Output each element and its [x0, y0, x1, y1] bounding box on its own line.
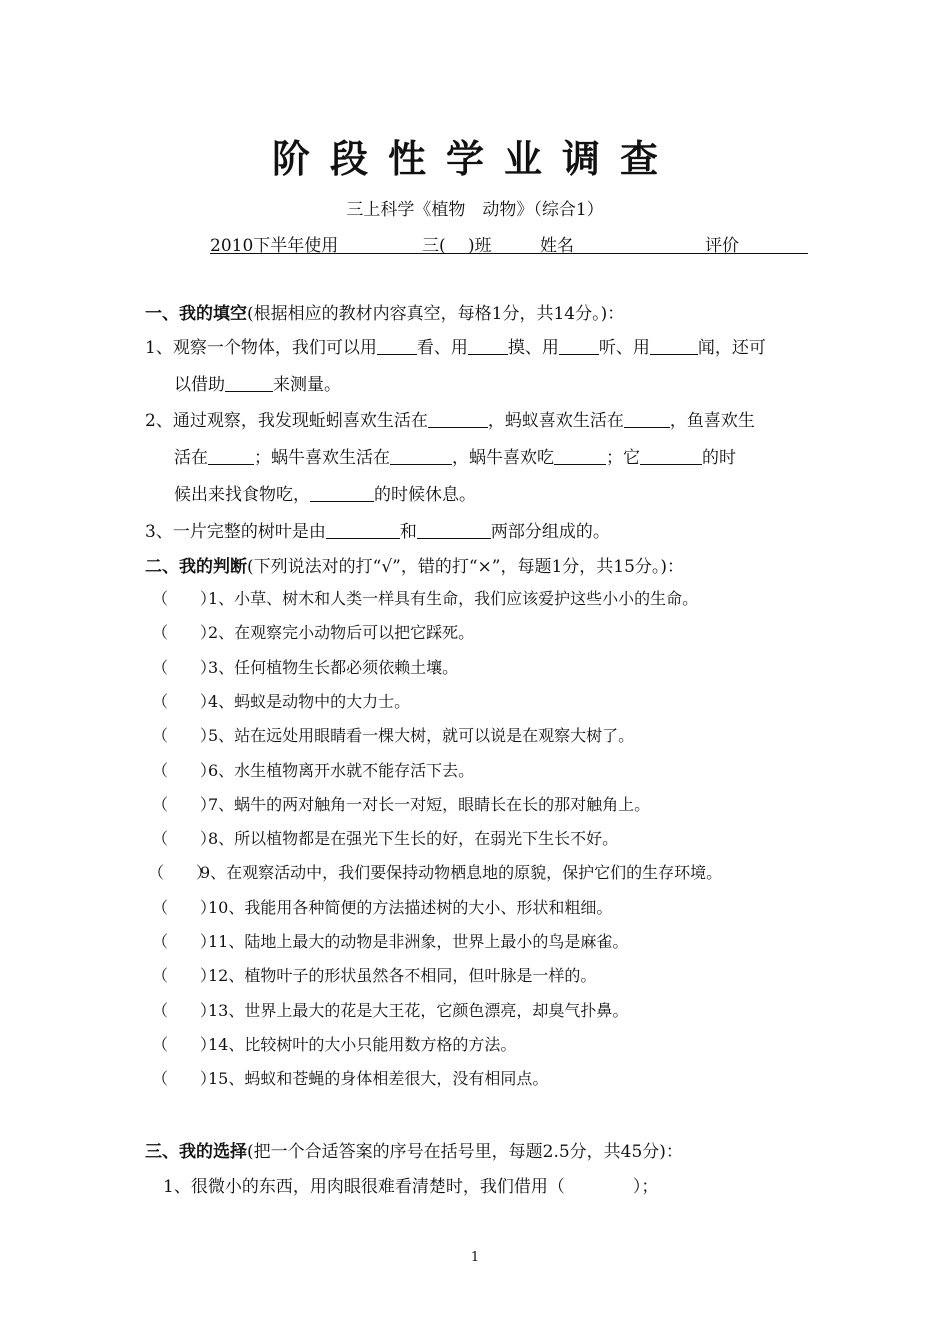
- section3-heading-line: [145, 1137, 683, 1162]
- answer-parentheses[interactable]: （ ）: [152, 589, 217, 608]
- answer-blank[interactable]: [559, 337, 599, 355]
- judgement-item: [148, 860, 722, 883]
- judgement-text: 8、所以植物都是在强光下生长的好，在弱光下生长不好。: [208, 829, 619, 849]
- judgement-item: [152, 826, 618, 849]
- answer-blank[interactable]: [468, 337, 508, 355]
- judgement-text: 11、陆地上最大的动物是非洲象，世界上最小的鸟是麻雀。: [208, 932, 629, 951]
- fill-question-2-line1: 2、通过观察，我发现蚯蚓喜欢生活在 ，蚂蚁喜欢生活在 ，鱼喜欢生: [145, 411, 755, 431]
- judgement-item: [152, 586, 698, 609]
- answer-blank[interactable]: [390, 447, 452, 465]
- judgement-text: 12、植物叶子的形状虽然各不相同，但叶脉是一样的。: [208, 966, 597, 986]
- judgement-item: [152, 723, 634, 746]
- judgement-text: 13、世界上最大的花是大王花，它颜色漂亮，却臭气扑鼻。: [208, 1000, 629, 1020]
- judgement-text: 4、蚂蚁是动物中的大力士。: [208, 691, 411, 711]
- section3-heading: 三、我的选择: [145, 1142, 247, 1162]
- answer-parentheses[interactable]: （ ）: [148, 863, 213, 883]
- answer-blank[interactable]: [377, 337, 417, 355]
- section2-heading: 二、我的判断: [145, 557, 247, 577]
- answer-parentheses[interactable]: （ ）: [152, 1069, 217, 1089]
- judgement-text: 6、水生植物离开水就不能存活下去。: [208, 760, 475, 780]
- judgement-text: 14、比较树叶的大小只能用数方格的方法。: [208, 1034, 517, 1054]
- judgement-item: [152, 998, 628, 1021]
- answer-parentheses[interactable]: （ ）: [152, 932, 217, 951]
- section1-instruction: (根据相应的教材内容真空，每格1分，共14分。)：: [247, 304, 625, 324]
- judgement-item: [152, 929, 628, 952]
- section1-heading-line: [145, 299, 624, 324]
- answer-parentheses[interactable]: （ ）: [152, 691, 217, 711]
- judgement-item: [152, 792, 650, 815]
- section2-heading-line: [145, 552, 684, 577]
- judgement-item: [152, 689, 410, 712]
- student-info-line: [210, 231, 808, 254]
- answer-blank[interactable]: [650, 337, 698, 355]
- year-label: 2010下半年使用: [210, 236, 339, 256]
- answer-blank[interactable]: [428, 410, 488, 428]
- judgement-item: [152, 758, 474, 781]
- judgement-item: [152, 1066, 548, 1089]
- judgement-item: [152, 963, 596, 986]
- judgement-text: 9、在观察活动中，我们要保持动物栖息地的原貌，保护它们的生存环境。: [200, 863, 723, 883]
- answer-blank[interactable]: [326, 521, 400, 539]
- answer-parentheses[interactable]: （ ）: [152, 657, 217, 677]
- fill-question-2-line3: 候出来找食物吃， 的时候休息。: [174, 485, 476, 505]
- page-number: 1: [470, 1250, 480, 1265]
- judgement-text: 15、蚂蚁和苍蝇的身体相差很大，没有相同点。: [208, 1069, 549, 1089]
- answer-blank[interactable]: [225, 374, 273, 392]
- judgement-text: 5、站在远处用眼睛看一棵大树，就可以说是在观察大树了。: [208, 726, 635, 746]
- answer-blank[interactable]: [417, 521, 491, 539]
- answer-parentheses[interactable]: （ ）: [152, 726, 217, 746]
- page-subtitle: 三上科学《植物 动物》（综合1）: [346, 200, 604, 220]
- fill-question-3: 3、一片完整的树叶是由 和 两部分组成的。: [145, 522, 610, 542]
- answer-blank[interactable]: [208, 447, 254, 465]
- answer-parentheses[interactable]: （ ）: [152, 760, 217, 780]
- answer-blank[interactable]: [310, 484, 374, 502]
- section3-instruction: (把一个合适答案的序号在括号里，每题2.5分，共45分)：: [247, 1142, 683, 1162]
- answer-parentheses[interactable]: （ ）: [152, 829, 217, 849]
- answer-blank[interactable]: [554, 447, 606, 465]
- judgement-text: 7、蜗牛的两对触角一对长一对短，眼睛长在长的那对触角上。: [208, 794, 651, 814]
- judgement-item: [152, 1032, 516, 1055]
- judgement-item: [152, 620, 474, 643]
- name-label: 姓名: [540, 236, 574, 256]
- answer-parentheses[interactable]: （ ）: [152, 897, 217, 917]
- choice-question-1: 1、很微小的东西，用肉眼很难看清楚时，我们借用（ ）；: [163, 1177, 659, 1197]
- fill-question-1-line2: 以借助 来测量。: [174, 375, 341, 395]
- judgement-text: 2、在观察完小动物后可以把它踩死。: [208, 623, 475, 643]
- page-title: 阶段性学业调查: [271, 136, 678, 181]
- answer-blank[interactable]: [624, 410, 670, 428]
- judgement-text: 3、任何植物生长都必须依赖土壤。: [208, 657, 459, 677]
- section1-heading: 一、我的填空: [145, 304, 247, 324]
- rating-label: 评价: [705, 236, 739, 256]
- answer-parentheses[interactable]: （ ）: [152, 1034, 217, 1054]
- answer-blank[interactable]: [640, 447, 702, 465]
- answer-parentheses[interactable]: （ ）: [152, 623, 217, 643]
- judgement-item: [152, 895, 612, 918]
- judgement-text: 1、小草、树木和人类一样具有生命，我们应该爱护这些小小的生命。: [208, 589, 699, 608]
- judgement-text: 10、我能用各种简便的方法描述树的大小、形状和粗细。: [208, 897, 613, 917]
- fill-question-2-line2: 活在 ；蜗牛喜欢生活在 ，蜗牛喜欢吃 ；它 的时: [174, 448, 736, 468]
- class-label: 三( )班: [422, 236, 492, 256]
- answer-parentheses[interactable]: （ ）: [152, 794, 217, 814]
- fill-question-1-line1: 1、观察一个物体，我们可以用 看、用 摸、用 听、用 闻，还可: [145, 338, 766, 358]
- section2-instruction: (下列说法对的打“√”，错的打“×”，每题1分，共15分。)：: [247, 557, 685, 577]
- answer-parentheses[interactable]: （ ）: [152, 966, 217, 986]
- answer-parentheses[interactable]: （ ）: [152, 1000, 217, 1020]
- judgement-item: [152, 655, 458, 678]
